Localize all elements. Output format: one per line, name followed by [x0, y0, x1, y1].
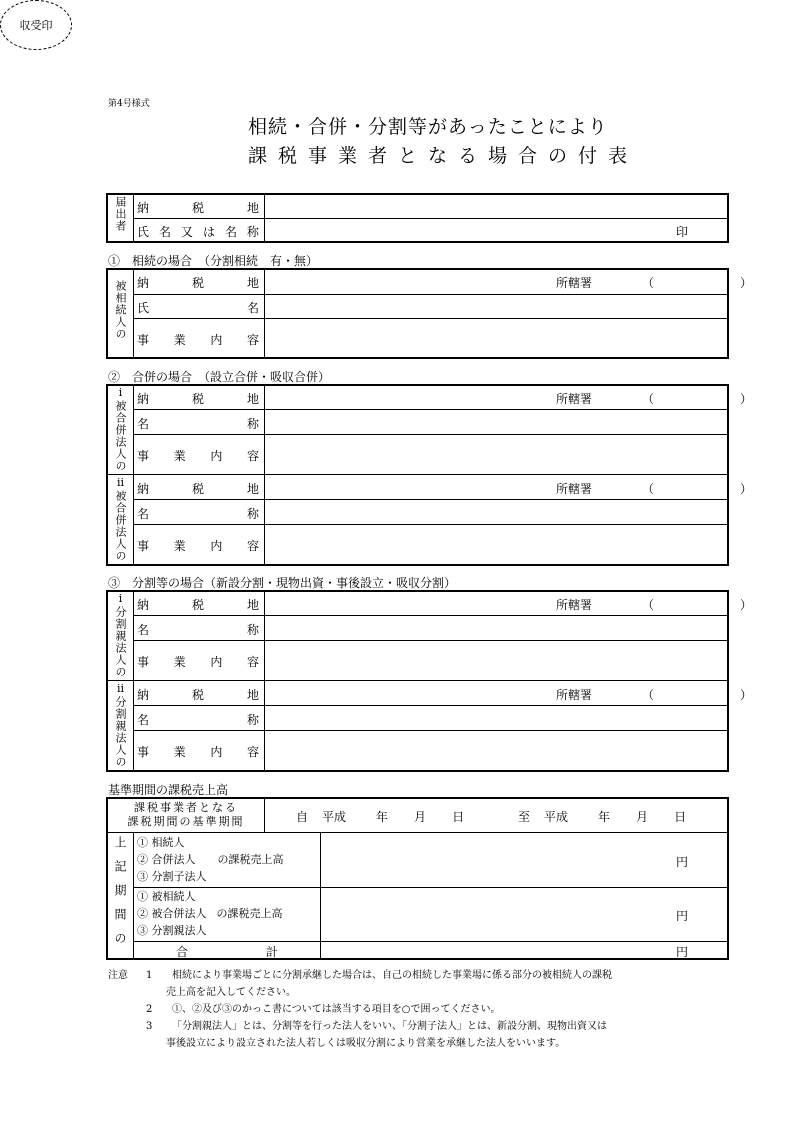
- title-line-1: 相続・合併・分割等があったことにより: [248, 116, 608, 138]
- s2b-business-label: 事 業 内 容: [137, 539, 259, 553]
- s3a-jurisdiction: 所轄署 （ ）: [556, 598, 753, 612]
- notes: 注意 1 相続により事業場ごとに分割承継した場合は、自己の相続した事業場に係る部分の被相続人の課税 売上高を記入してください。 2 ①、②及び③のかっこ書については該当する項目を○で囲ってください。 3 「分割親法人」とは、分割等を行った法人をいい、「分割子法人」とは、新設分割、現物出資又は 事後設立により設立された法人若しくは吸収分割により営業を承継した法人をいいます。: [108, 970, 612, 1049]
- section1-heading: ① 相続の場合 （分割相続 有・無）: [108, 254, 319, 268]
- s2b-name-field[interactable]: [266, 501, 726, 523]
- sales-side-label: 上記期間の: [113, 836, 127, 956]
- s2a-business-field[interactable]: [266, 436, 726, 473]
- section2-side-label-2: ⅱ被合併法人の: [114, 476, 127, 562]
- s3a-business-field[interactable]: [266, 642, 726, 679]
- s3b-business-field[interactable]: [266, 732, 726, 770]
- form-number: 第4号様式: [108, 99, 150, 109]
- s3a-business-label: 事 業 内 容: [137, 655, 259, 669]
- s2a-business-label: 事 業 内 容: [137, 449, 259, 463]
- s2b-tax-place-label: 納 税 地: [137, 482, 259, 496]
- seal-mark: 印: [676, 225, 689, 239]
- s2b-name-label: 名 称: [137, 507, 259, 521]
- base-period-label: 課税事業者となる 課税期間の基準期間: [127, 801, 245, 828]
- yen-unit-2: 円: [676, 909, 689, 923]
- section3-side-label-2: ⅱ分割親法人の: [114, 682, 127, 768]
- filer-name-label: 氏 名 又 は 名 称: [137, 225, 259, 239]
- s3b-business-label: 事 業 内 容: [137, 745, 259, 759]
- s3a-tax-place-field[interactable]: [266, 592, 546, 614]
- s3b-jurisdiction: 所轄署 （ ）: [556, 688, 753, 702]
- sales-heading: 基準期間の課税売上高: [108, 783, 229, 797]
- section3-side-label-1: ⅰ分割親法人の: [114, 592, 127, 678]
- page-title: [248, 113, 638, 171]
- s3a-name-label: 名 称: [137, 623, 259, 637]
- s3b-name-field[interactable]: [266, 707, 726, 729]
- sales-total-label: 合 計: [175, 945, 278, 959]
- s3b-tax-place-label: 納 税 地: [137, 688, 259, 702]
- s2b-tax-place-field[interactable]: [266, 476, 546, 498]
- s2a-jurisdiction: 所轄署 （ ）: [556, 392, 753, 406]
- s2a-tax-place-label: 納 税 地: [137, 392, 259, 406]
- s2a-name-field[interactable]: [266, 411, 726, 433]
- s3a-tax-place-label: 納 税 地: [137, 598, 259, 612]
- filer-tax-place-label: 納 税 地: [137, 201, 259, 215]
- period-to[interactable]: 至 平成 年 月 日: [518, 810, 687, 824]
- filer-name-field[interactable]: [266, 220, 666, 241]
- s3b-tax-place-field[interactable]: [266, 682, 546, 704]
- s1-tax-place-field[interactable]: [266, 270, 546, 292]
- s1-name-field[interactable]: [266, 296, 726, 317]
- section3-heading: ③ 分割等の場合（新設分割・現物出資・事後設立・吸収分割）: [108, 576, 457, 590]
- s2a-name-label: 名 称: [137, 417, 259, 431]
- sales-group2-amount[interactable]: [322, 889, 702, 940]
- filer-tax-place-field[interactable]: [266, 195, 726, 217]
- yen-unit-3: 円: [676, 945, 689, 959]
- s1-business-field[interactable]: [266, 320, 726, 357]
- s1-tax-place-label: 納 税 地: [137, 276, 259, 290]
- s1-business-label: 事 業 内 容: [137, 333, 259, 347]
- title-line-2: 課税事業者となる場合の付表: [248, 145, 639, 167]
- yen-unit-1: 円: [676, 855, 689, 869]
- sales-group1-amount[interactable]: [322, 834, 702, 885]
- section2-heading: ② 合併の場合 （設立合併・吸収合併）: [108, 370, 331, 384]
- sales-total-amount[interactable]: [322, 943, 702, 958]
- s1-jurisdiction: 所轄署 （ ）: [556, 276, 753, 290]
- sales-group2-labels: ① 被相続人 ② 被合併法人 の課税売上高 ③ 分割親法人: [137, 890, 283, 937]
- sales-group1-labels: ① 相続人 ② 合併法人 の課税売上高 ③ 分割子法人: [137, 836, 284, 883]
- s3b-name-label: 名 称: [137, 713, 259, 727]
- section1-side-label: 被相続人の: [114, 280, 127, 340]
- s3a-name-field[interactable]: [266, 617, 726, 639]
- section2-side-label-1: ⅰ被合併法人の: [114, 386, 127, 472]
- s1-name-label: 氏 名: [137, 301, 259, 315]
- s2b-business-field[interactable]: [266, 526, 726, 564]
- receipt-stamp: 収受印: [0, 0, 72, 50]
- s2a-tax-place-field[interactable]: [266, 386, 546, 408]
- period-from[interactable]: 自 平成 年 月 日: [296, 810, 465, 824]
- s2b-jurisdiction: 所轄署 （ ）: [556, 482, 753, 496]
- filer-side-label: 届出者: [114, 196, 127, 232]
